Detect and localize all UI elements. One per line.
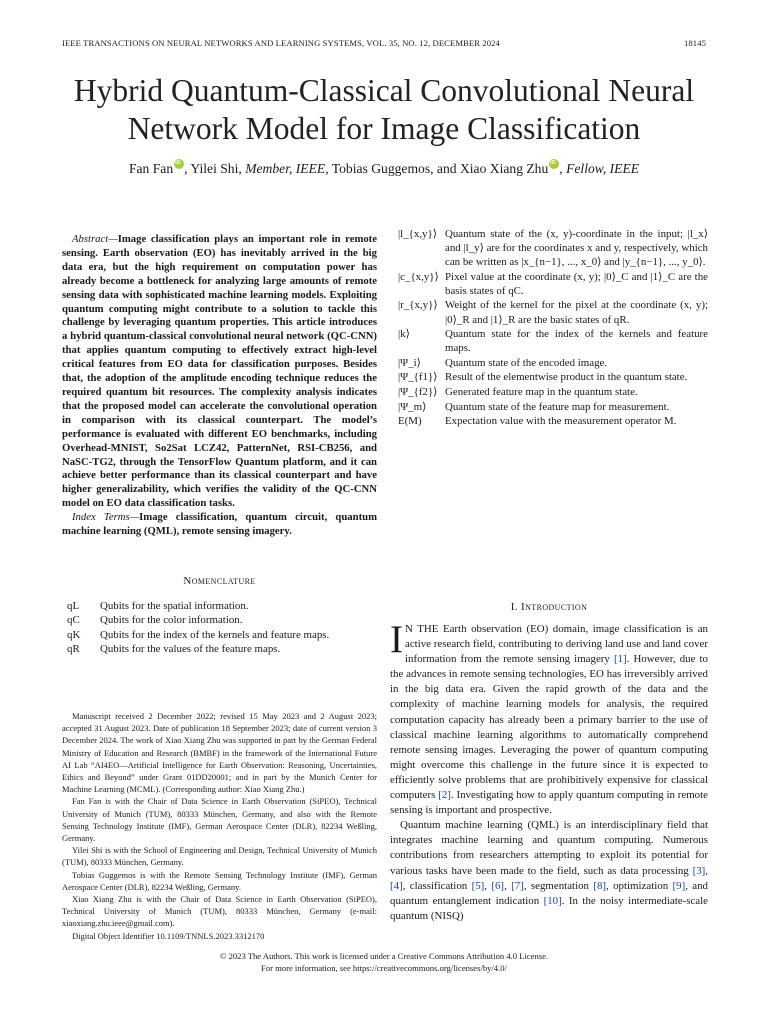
citation-link[interactable]: [1] <box>613 653 627 666</box>
abstract-text: Image classification plays an important role in remote sensing. Earth observation (EO) has inevitably arrived in the big data era, but the high requirement on computation power has already become a bottleneck for analyzing large amounts of remote sensing data with sophisticated machine learning models. Exploiting quantum computing might contribute to a solution to tackle this challenge by leveraging quantum properties. This article introduces a hybrid quantum-classical convolutional neural network (QC-CNN) that applies quantum computing to effectively extract high-level critical features from EO data for classification purposes. Besides that, the adoption of the amplitude encoding technique reduces the required quantum bit resources. The complexity analysis indicates that the proposed model can accelerate the convolutional operation in comparison with its classical counterpart. The model’s performance is evaluated with different EO benchmarks, including Overhead-MNIST, So2Sat LCZ42, PatternNet, RSI-CB256, and NaSC-TG2, through the TensorFlow Quantum platform, and it can achieve better performance than its classical counterpart and have higher generalizability, which verifies the validity of the QC-CNN model on EO data classification tasks. <box>62 233 377 510</box>
footnote-affiliation: Xiao Xiang Zhu is with the Chair of Data Science in Earth Observation (SiPEO), Technical University of Munich (TUM), 80333 München, Germany (e-mail: xiaoxiang.zhu.ieee@gmail.com). <box>62 894 377 929</box>
footnote-affiliation: Fan Fan is with the Chair of Data Science in Earth Observation (SiPEO), Technical University of Munich (TUM), 80333 München, Germany, and also with the Remote Sensing Technology Institute (IMF), German Aerospace Center (DLR), 82234 Weßling, Germany. <box>62 796 377 844</box>
nomenclature-row: qK Qubits for the index of the kernels and feature maps. <box>67 628 330 641</box>
introduction-body <box>390 618 708 924</box>
symbol: |Ψ_{f1}⟩ <box>398 371 438 384</box>
title-line-2: Network Model for Image Classification <box>127 111 641 146</box>
nomenclature-heading: Nomenclature <box>183 575 256 587</box>
definition: Pixel value at the coordinate (x, y); |0⟩_C and |1⟩_C are the basis states of qC. <box>445 270 708 297</box>
symbol: |r_{x,y}⟩ <box>398 299 438 312</box>
nomenclature-row: qL Qubits for the spatial information. <box>67 600 249 612</box>
intro-paragraph: Quantum machine learning (QML) is an interdisciplinary field that integrates machine learning and quantum computing. Numerous contributions from researchers attempting to exploit its potential for various tasks have been made to the field, such as data processing [3], [4], classification [5], [6], [7], segmentation [8], optimization [9], and quantum entanglement indication [10]. In the noisy intermediate-scale quantum (NISQ) <box>390 819 708 922</box>
nomenclature-row: qR Qubits for the values of the feature maps. <box>67 643 281 656</box>
author-1: Fan Fan <box>128 161 174 176</box>
drop-cap: I <box>390 618 403 661</box>
citation-link[interactable]: [9] <box>672 879 686 892</box>
definition-row <box>398 356 708 370</box>
journal-name: IEEE TRANSACTIONS ON NEURAL NETWORKS AND LEARNING SYSTEMS, VOL. 35, NO. 12, DECEMBER 2024 <box>62 38 500 48</box>
definition: Quantum state of the encoded image. <box>445 356 608 369</box>
citation-link[interactable]: [6] <box>491 879 505 892</box>
license-footer <box>40 950 728 974</box>
definition-row <box>398 400 708 414</box>
symbol: |k⟩ <box>398 328 410 341</box>
index-terms: Index Terms—Image classification, quantum circuit, quantum machine learning (QML), remote sensing imagery. <box>62 511 377 537</box>
citation-link[interactable]: [7] <box>511 879 524 892</box>
paper-title <box>40 72 728 148</box>
definition: Weight of the kernel for the pixel at the coordinate (x, y); |0⟩_R and |1⟩_R are the basic states of qR. <box>445 299 708 326</box>
abstract: Abstract—Image classification plays an important role in remote sensing. Earth observation (EO) has inevitably arrived in the big data era, but the high requirement on computation power has already become a bottleneck for analyzing large amounts of remote sensing data with sophisticated machine learning models. Exploiting quantum computing might contribute to a solution to tackle this challenge by leveraging quantum properties. This article introduces a hybrid quantum-classical convolutional neural network (QC-CNN) that applies quantum computing to effectively extract high-level critical features from EO data for classification purposes. Besides that, the adoption of the amplitude encoding technique reduces the required quantum bit resources. The complexity analysis indicates that the proposed model can accelerate the convolutional operation in comparison with its classical counterpart. The model’s performance is evaluated with different EO benchmarks, including Overhead-MNIST, So2Sat LCZ42, PatternNet, RSI-CB256, and NaSC-TG2, through the TensorFlow Quantum platform, and it can achieve better performance than its classical counterpart and have higher generalizability, which verifies the validity of the QC-CNN model on EO data classification tasks. <box>62 233 377 510</box>
nomenclature-list <box>67 599 377 657</box>
symbol: E(M) <box>398 415 422 428</box>
symbol: |c_{x,y}⟩ <box>398 270 439 283</box>
license-line: © 2023 The Authors. This work is licensed under a Creative Commons Attribution 4.0 License. <box>219 951 549 961</box>
citation-link[interactable]: [3] <box>692 864 706 877</box>
definition: Quantum state of the feature map for measurement. <box>445 400 670 413</box>
author-line: Fan FaniD , Yilei Shi, Member, IEEE, Tobias Guggemos, and Xiao Xiang ZhuiD , Fellow, IEEE <box>40 159 728 177</box>
footnotes <box>62 710 377 942</box>
license-link[interactable]: For more information, see https://creativecommons.org/licenses/by/4.0/ <box>261 963 507 973</box>
member-title: Member, IEEE <box>245 161 326 176</box>
citation-link[interactable]: [2] <box>438 789 451 802</box>
definition-row <box>398 370 708 384</box>
definition-row <box>398 298 708 326</box>
nomenclature-row: qC Qubits for the color information. <box>67 614 243 627</box>
definition-row <box>398 327 708 355</box>
symbol: |Ψ_i⟩ <box>398 356 421 369</box>
footnote-doi: Digital Object Identifier 10.1109/TNNLS.2023.3312170 <box>72 930 265 941</box>
fellow-title: Fellow, IEEE <box>566 161 640 176</box>
orcid-icon[interactable] <box>549 159 559 169</box>
footnote-affiliation: Tobias Guggemos is with the Remote Sensing Technology Institute (IMF), German Aerospace Center (DLR), 82234 Weßling, Germany. <box>62 869 377 892</box>
definition: Result of the elementwise product in the quantum state. <box>445 371 688 384</box>
definition-row <box>398 414 708 428</box>
definition: Expectation value with the measurement operator M. <box>445 415 677 428</box>
page-number: 18145 <box>684 38 706 48</box>
citation-link[interactable]: [5] <box>471 879 485 892</box>
symbol: |Ψ_{f2}⟩ <box>398 386 438 399</box>
footnote-manuscript: Manuscript received 2 December 2022; revised 15 May 2023 and 2 August 2023; accepted 31 August 2023. Date of publication 18 September 2023; date of current version 3 December 2024. The work of Xiao Xiang Zhu was supported in part by the German Federal Ministry of Education and Research (BMBF) in the framework of the International Future AI Lab “AI4EO—Artificial Intelligence for Earth Observation: Reasoning, Uncertainties, Ethics and Beyond” under Grant 01DD20001; and in part by the Munich Center for Machine Learning (MCML). (Corresponding author: Xiao Xiang Zhu.) <box>62 711 377 795</box>
definition-row <box>398 270 708 298</box>
definition: Generated feature map in the quantum state. <box>445 386 638 399</box>
citation-link[interactable]: [10] <box>543 894 562 907</box>
index-terms-label: Index Terms <box>72 511 130 523</box>
symbol-definitions <box>398 227 708 429</box>
symbol: |Ψ_m⟩ <box>398 400 427 413</box>
definition-row <box>398 385 708 399</box>
symbol: |l_{x,y}⟩ <box>398 228 437 240</box>
introduction-heading: I. Introduction <box>510 601 588 613</box>
orcid-icon[interactable] <box>174 159 184 169</box>
citation-link[interactable]: [4] <box>390 879 403 892</box>
definition: Quantum state for the index of the kernels and feature maps. <box>445 328 708 355</box>
abstract-label: Abstract <box>72 233 109 245</box>
running-header <box>62 38 706 48</box>
intro-paragraph: I N THE Earth observation (EO) domain, image classification is an active research field, contributing to deriving land use and land cover information from the remote sensing imagery [1]. However, due to the advances in remote sensing technologies, EO has irreversibly arrived in the big data era. Given the rapid growth of the data and the complexity of machine learning models for analysis, the required computation capacity has already been a primary barrier to the use of classical machine learning algorithms to automatically comprehend remote sensing images. Leveraging the power of quantum computing might overcome this challenge in the future since it is expected to efficiently solve problems that are prohibitively expensive for classical computers [2]. Investigating how to apply quantum computing in remote sensing is important and prospective. <box>390 618 708 817</box>
definition-row <box>398 227 708 269</box>
index-terms-text: Image classification, quantum circuit, quantum machine learning (QML), remote sensing imagery. <box>62 511 377 537</box>
definition: Quantum state of the (x, y)-coordinate in the input; |l_x⟩ and |l_y⟩ are for the coordinates x and y, respectively, which can be written as |x_{n−1}, ..., x_0⟩ and |y_{n−1}, ..., y_0⟩. <box>445 228 708 269</box>
title-line-1: Hybrid Quantum-Classical Convolutional Neural <box>73 73 695 108</box>
citation-link[interactable]: [8] <box>593 879 607 892</box>
footnote-affiliation: Yilei Shi is with the School of Engineering and Design, Technical University of Munich (TUM), 80333 München, Germany. <box>62 845 377 868</box>
